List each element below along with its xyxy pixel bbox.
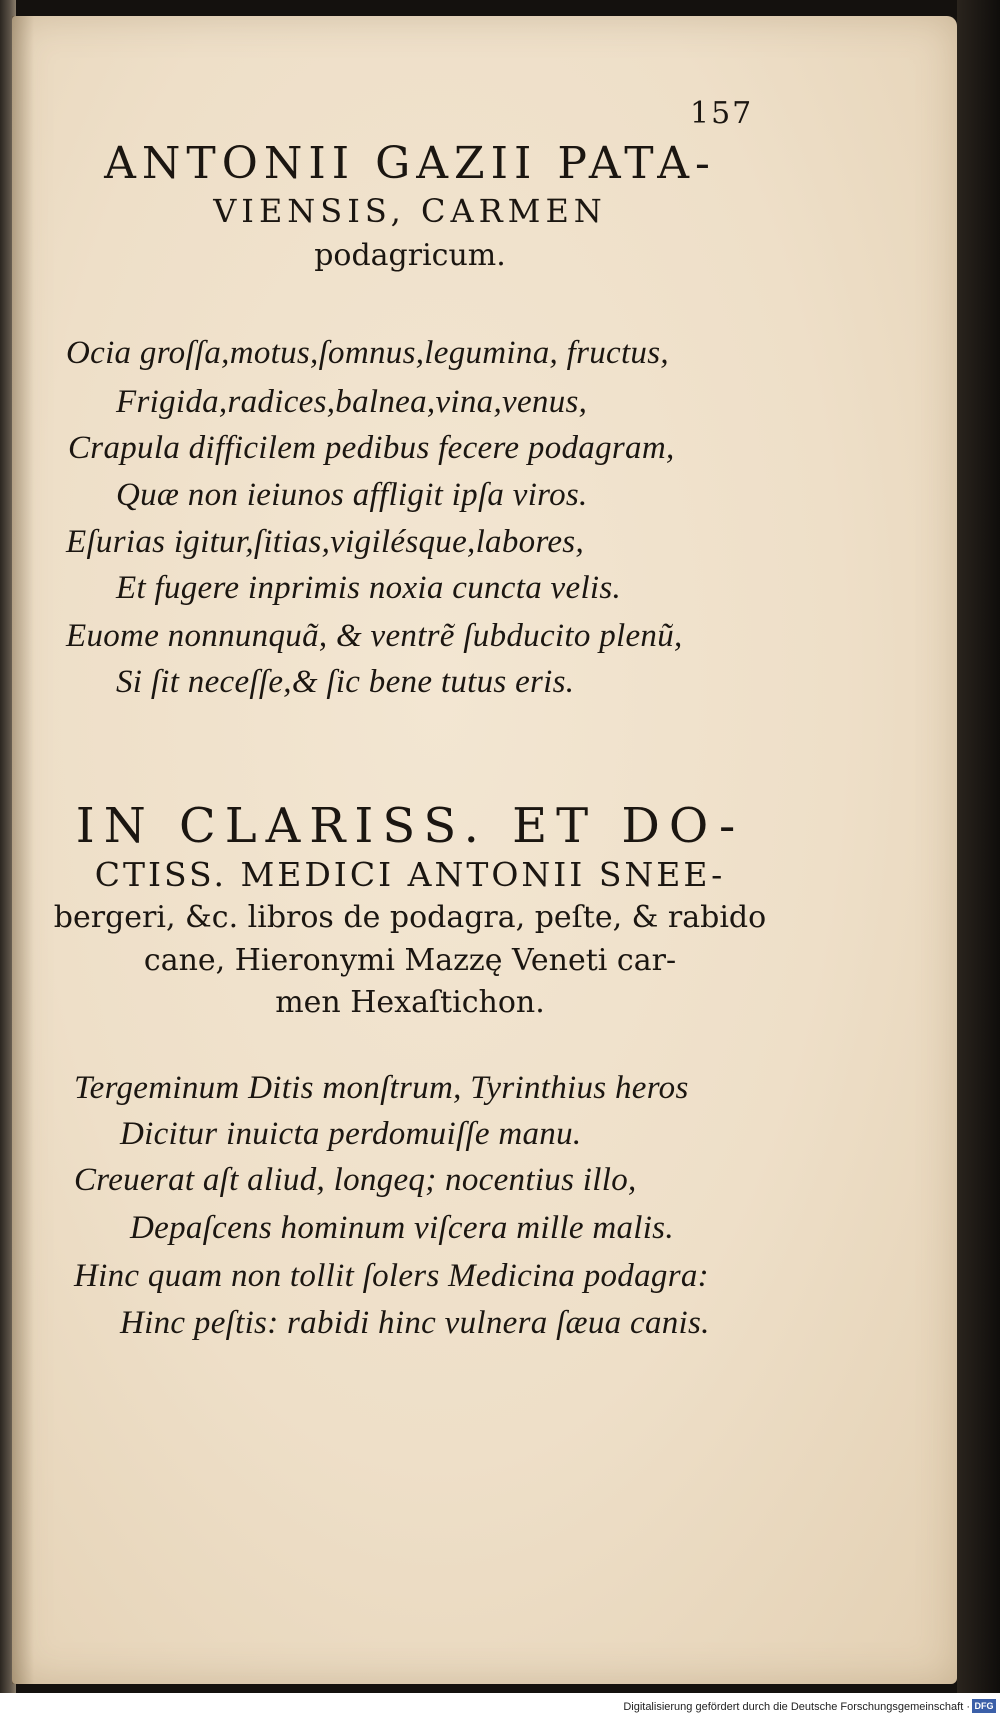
poem1-verse-4: Quæ non ieiunos affligit ipſa viros. — [116, 477, 588, 513]
poem2-verse-6: Hinc peſtis: rabidi hinc vulnera ſæua canis. — [120, 1305, 710, 1341]
page-edge-shadow — [957, 0, 1000, 1717]
poem2-verse-3: Creuerat aſt aliud, longeq; nocentius illo, — [74, 1162, 637, 1198]
poem2-title-line-3: bergeri, &c. libros de podagra, peſte, & rabido — [53, 900, 767, 935]
poem1-title-line-2: VIENSIS, CARMEN — [213, 192, 607, 230]
dfg-logo: DFG — [972, 1699, 996, 1713]
poem1-title-line-3: podagricum. — [314, 238, 506, 273]
poem2-title-line-1: IN CLARISS. ET DO- — [75, 798, 745, 854]
poem2-title-line-2: CTISS. MEDICI ANTONII SNEE- — [94, 855, 726, 894]
page-gutter-shadow — [12, 16, 34, 1684]
poem1-verse-3: Crapula difficilem pedibus fecere podagram, — [68, 430, 675, 466]
poem1-verse-8: Si ſit neceſſe,& ſic bene tutus eris. — [116, 664, 575, 700]
poem2-verse-2: Dicitur inuicta perdomuiſſe manu. — [120, 1116, 582, 1152]
page-number: 157 — [690, 96, 754, 131]
poem1-title-line-1: ANTONII GAZII PATA- — [104, 138, 716, 189]
poem1-verse-7: Euome nonnunquã, & ventrẽ ſubducito plenũ, — [66, 618, 683, 654]
poem2-verse-5: Hinc quam non tollit ſolers Medicina podagra: — [74, 1258, 709, 1294]
poem2-title-line-4: cane, Hieronymi Mazzę Veneti car- — [143, 943, 677, 978]
poem1-verse-5: Eſurias igitur,ſitias,vigilésque,labores, — [66, 524, 584, 560]
poem1-verse-2: Frigida,radices,balnea,vina,venus, — [116, 384, 588, 420]
poem1-verse-1: Ocia groſſa,motus,ſomnus,legumina, fructus, — [66, 335, 669, 371]
poem2-verse-1: Tergeminum Ditis monſtrum, Tyrinthius heros — [74, 1070, 689, 1106]
poem1-verse-6: Et fugere inprimis noxia cuncta velis. — [116, 570, 622, 606]
footer-credit: Digitalisierung gefördert durch die Deutsche Forschungsgemeinschaft · — [623, 1701, 970, 1713]
poem2-verse-4: Depaſcens hominum viſcera mille malis. — [130, 1210, 674, 1246]
poem2-title-line-5: men Hexaſtichon. — [275, 985, 545, 1020]
